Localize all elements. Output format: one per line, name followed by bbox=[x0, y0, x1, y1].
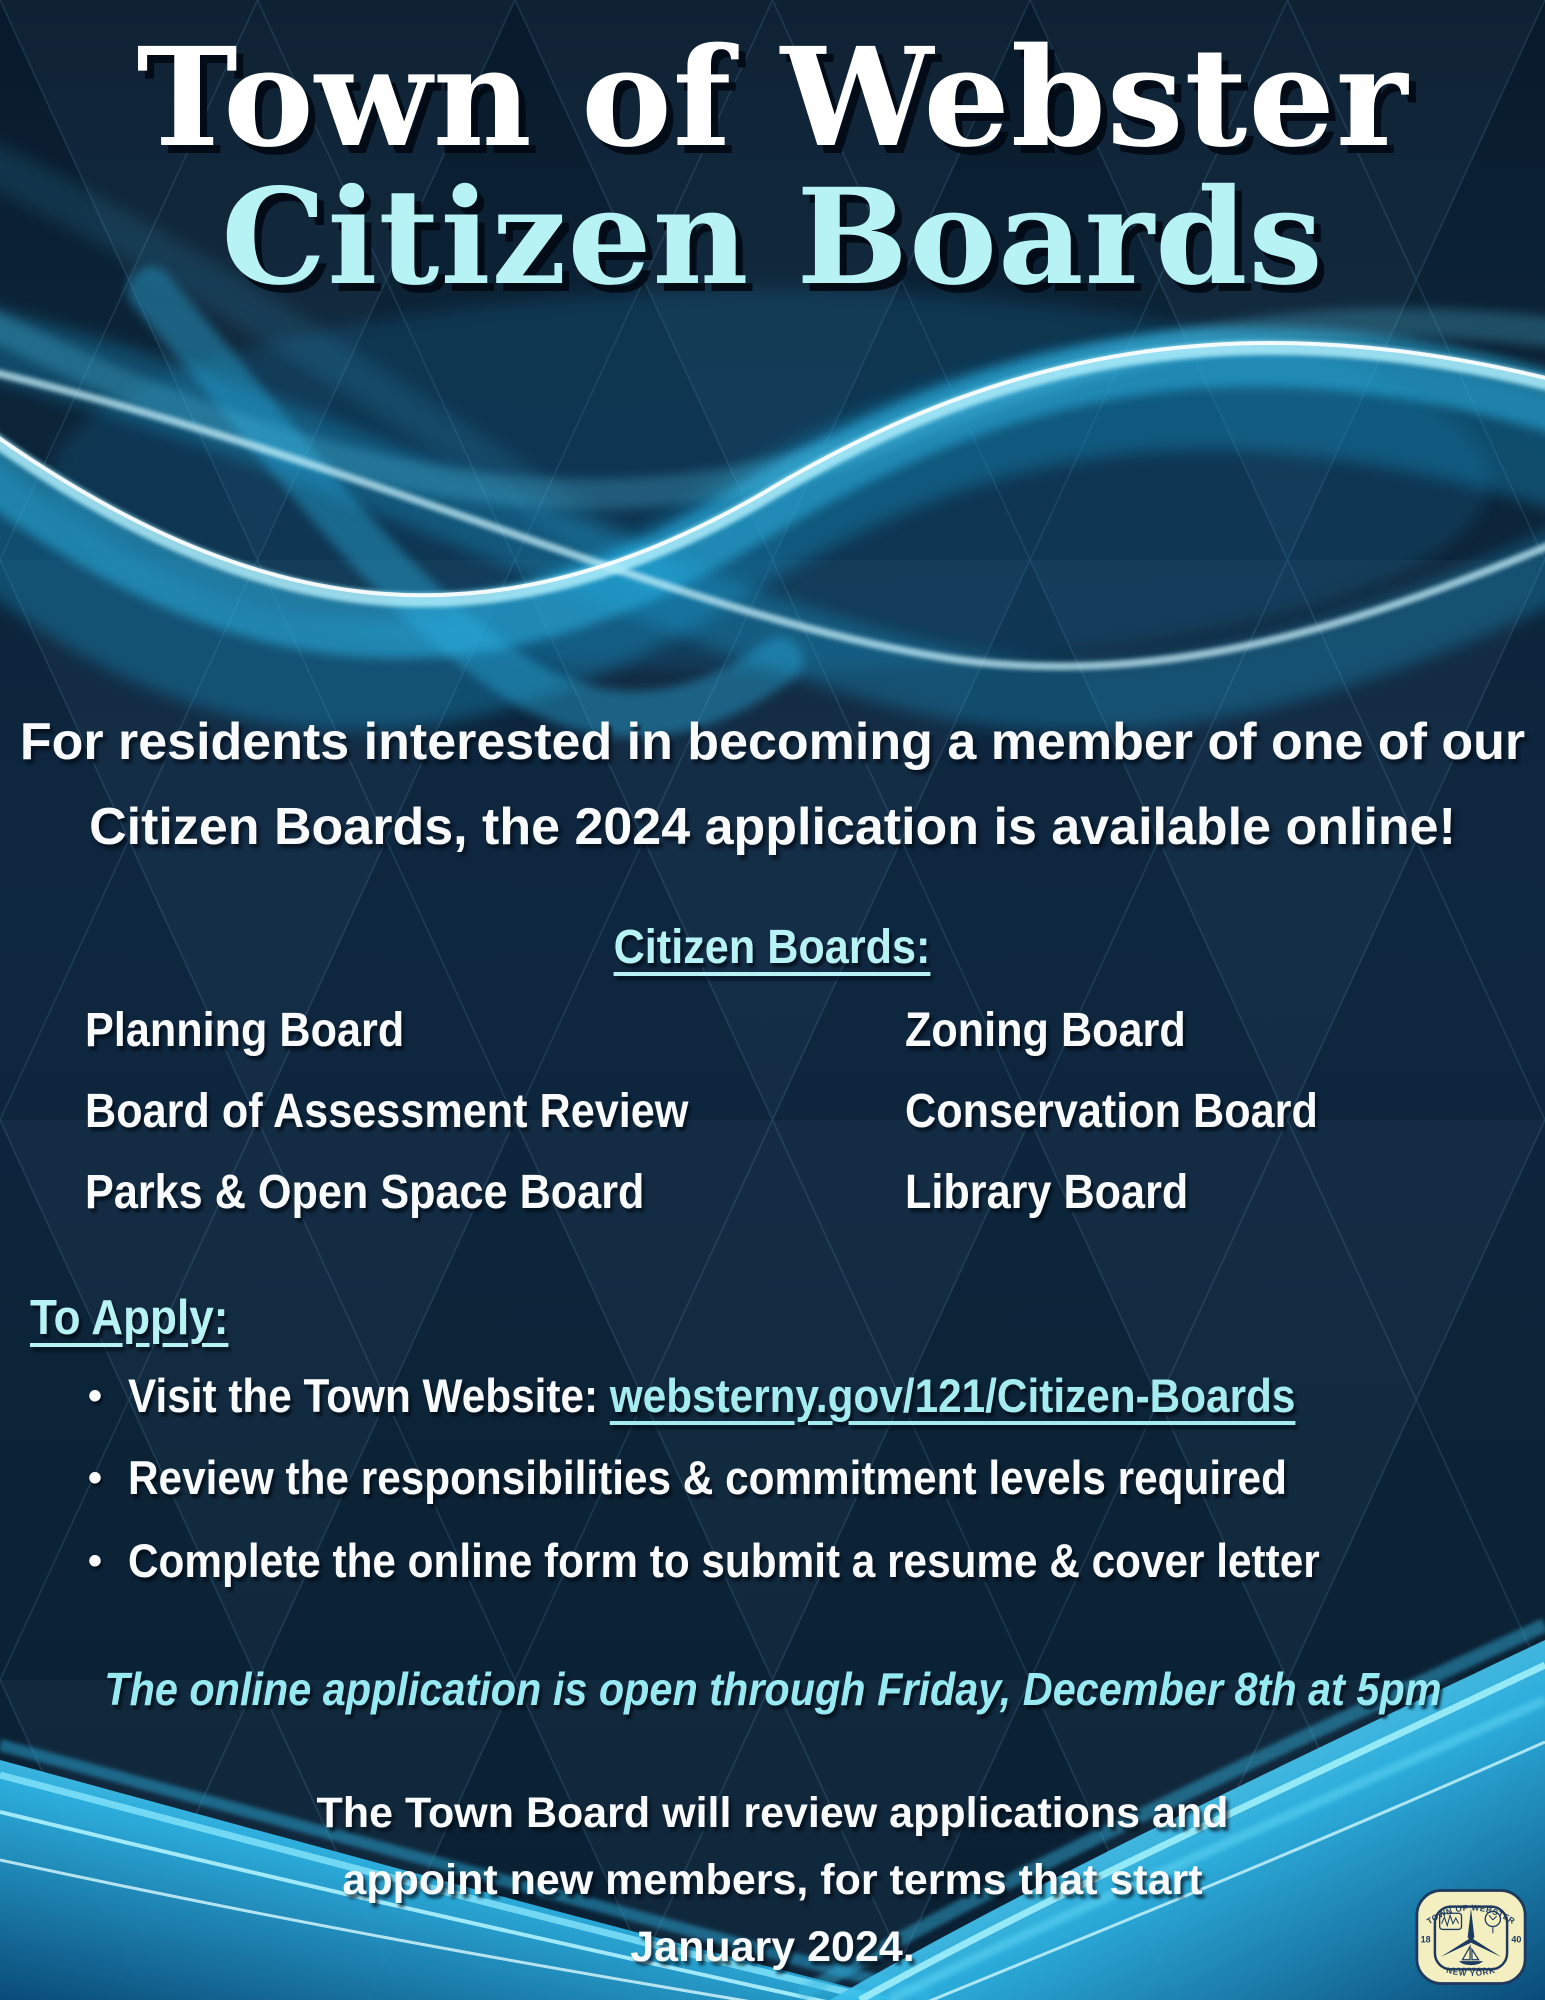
bullet-item-complete bbox=[88, 1533, 1452, 1588]
seal-bottom-text: NEW YORK bbox=[1445, 1965, 1497, 1978]
page-subtitle: Citizen Boards bbox=[221, 160, 1324, 315]
seal-year-left: 18 bbox=[1420, 1934, 1431, 1945]
board-item-conservation: Conservation Board bbox=[905, 1085, 1318, 1138]
town-of-webster-seal bbox=[1414, 1886, 1528, 1988]
board-item-library: Library Board bbox=[905, 1166, 1189, 1219]
board-item-planning: Planning Board bbox=[85, 1004, 405, 1057]
seal-graphic bbox=[1414, 1886, 1528, 1988]
board-item-assessment: Board of Assessment Review bbox=[85, 1085, 689, 1138]
seal-year-right: 40 bbox=[1511, 1934, 1522, 1945]
footer-paragraph bbox=[0, 1780, 1545, 1981]
footer-line-3: January 2024. bbox=[630, 1923, 915, 1971]
deadline-line: The online application is open through Friday, December 8th at 5pm bbox=[103, 1663, 1442, 1715]
bullet-review-text: Review the responsibilities & commitment levels required bbox=[128, 1451, 1287, 1504]
bullet-item-website bbox=[88, 1368, 1425, 1423]
intro-line-2: Citizen Boards, the 2024 application is available online! bbox=[89, 798, 1456, 856]
bullet-complete-text: Complete the online form to submit a resume & cover letter bbox=[128, 1534, 1320, 1587]
footer-line-1: The Town Board will review applications and bbox=[316, 1789, 1229, 1837]
board-item-parks: Parks & Open Space Board bbox=[85, 1166, 645, 1219]
bullet-icon: • bbox=[88, 1539, 103, 1583]
citizen-boards-link[interactable]: websterny.gov/121/Citizen-Boards bbox=[609, 1369, 1296, 1422]
bullet-website-text: Visit the Town Website: bbox=[128, 1369, 610, 1422]
bullet-icon: • bbox=[88, 1374, 103, 1418]
board-item-zoning: Zoning Board bbox=[905, 1004, 1186, 1057]
boards-section-heading: Citizen Boards: bbox=[614, 921, 931, 974]
footer-line-2: appoint new members, for terms that start bbox=[342, 1856, 1203, 1904]
bullet-icon: • bbox=[88, 1456, 103, 1500]
apply-section-heading: To Apply: bbox=[30, 1291, 229, 1345]
bullet-item-review bbox=[88, 1450, 1416, 1505]
intro-paragraph bbox=[0, 700, 1545, 870]
seal-top-text: TOWN OF WEBSTER bbox=[1425, 1903, 1517, 1927]
intro-line-1: For residents interested in becoming a member of one of our bbox=[19, 713, 1526, 771]
page-title: Town of Webster bbox=[136, 18, 1409, 178]
